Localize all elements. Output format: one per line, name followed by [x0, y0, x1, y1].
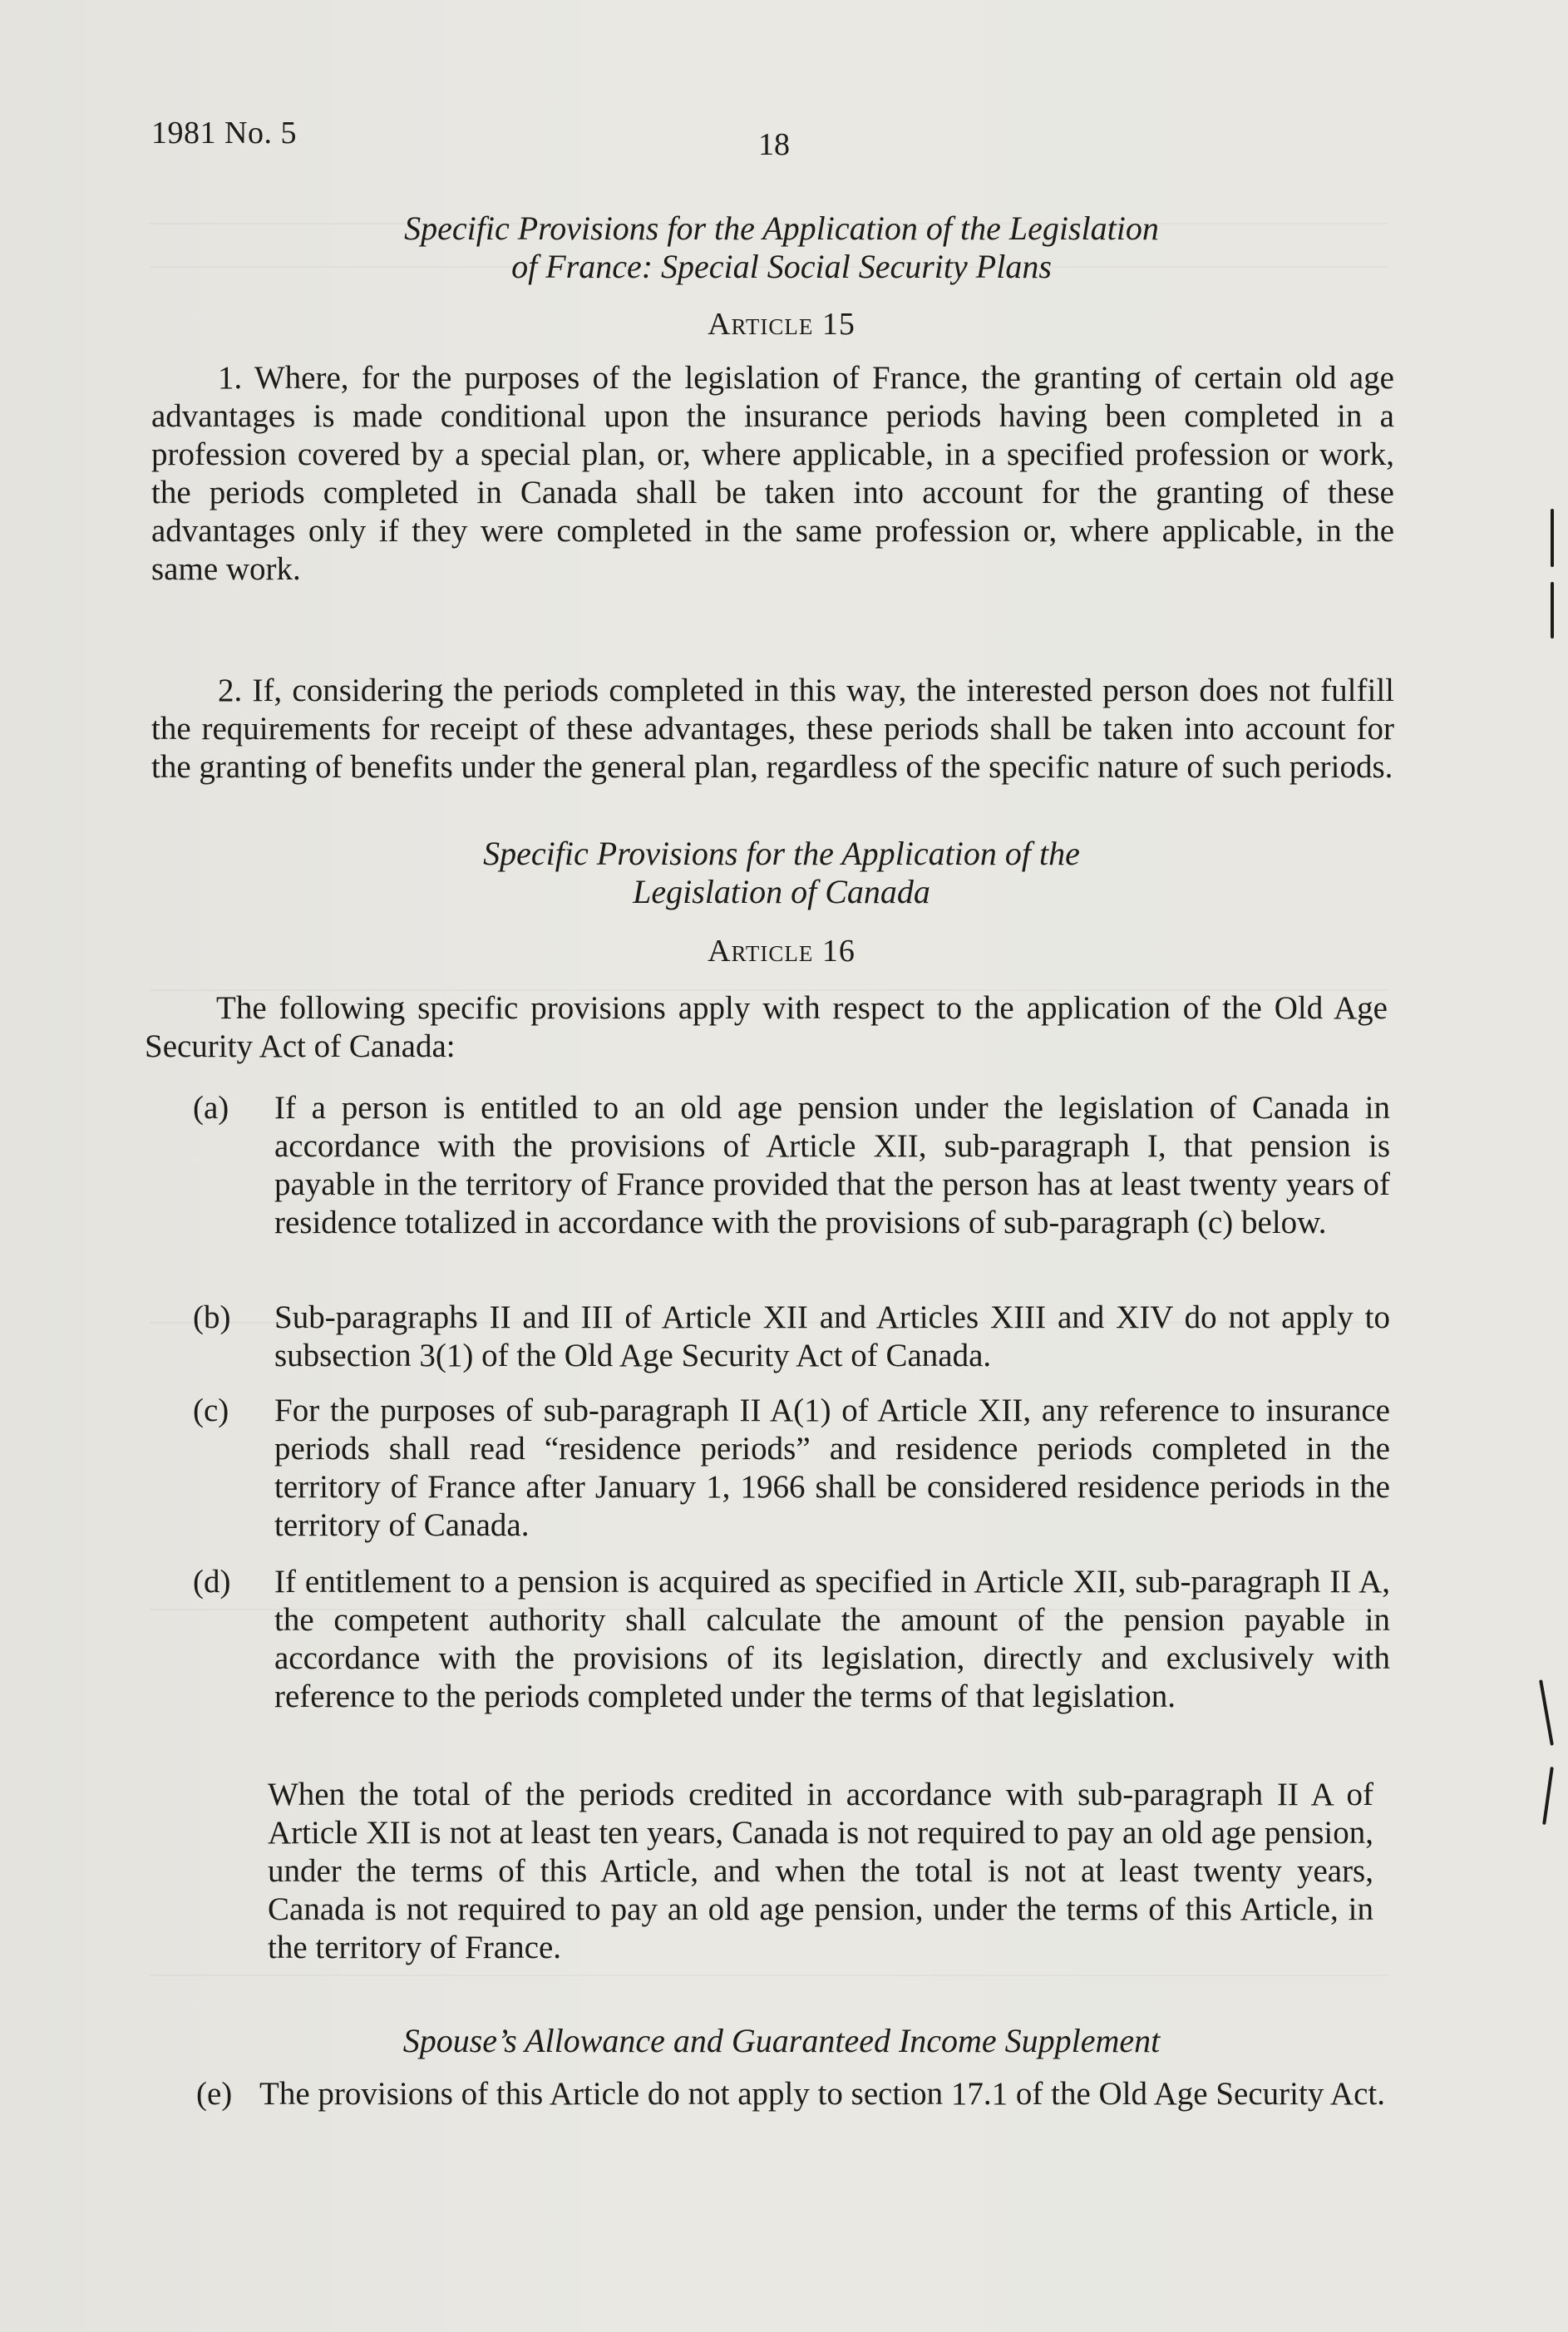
item-text: Sub-paragraphs II and III of Article XII and Articles XIII and XIV do not apply to subsection 3(1) of the Old Age Security Act of Canada.: [274, 1299, 1390, 1373]
paragraph-1: 1. Where, for the purposes of the legislation of France, the granting of certain old age advantages is made conditional upon the insurance periods having been completed in a profession covered by a special plan, or, where applicable, in a specified profession or work, the periods completed in Canada shall be taken into account for the granting of these advantages only if they were completed in the same profession or, where applicable, in the same work.: [151, 360, 1394, 587]
list-item: [193, 1299, 1390, 1375]
section-heading-france: [150, 210, 1413, 286]
margin-revision-mark: [1551, 509, 1554, 567]
margin-revision-mark: [1551, 582, 1554, 638]
section-heading-spouse-allowance: [150, 2022, 1413, 2060]
bleed-through-line: [150, 1975, 1388, 1976]
item-label: (c): [193, 1393, 229, 1428]
section-heading-canada: [150, 835, 1413, 911]
article-title: Article 15: [708, 307, 855, 342]
article-intro: The following specific provisions apply with respect to the application of the Old Age Security Act of Canada:: [145, 990, 1388, 1064]
item-continuation-text: When the total of the periods credited in accordance with sub-paragraph II A of Article XII is not at least ten years, Canada is not required to pay an old age pension, under the terms of this Article, and when the total is not at least twenty years, Canada is not required to pay an old age pension, under the terms of this Article, in the territory of France.: [268, 1777, 1373, 1965]
list-item-continuation: [268, 1776, 1373, 1967]
document-reference: 1981 No. 5: [151, 116, 297, 150]
heading-line: Specific Provisions for the Application of the Legislation: [404, 210, 1159, 247]
item-label: (e): [196, 2076, 233, 2112]
page-number: 18: [758, 127, 790, 162]
item-text: For the purposes of sub-paragraph II A(1) of Article XII, any reference to insurance periods shall read “residence periods” and residence periods completed in the territory of France after January 1, 1966 shall be considered residence periods in the territory of Canada.: [274, 1393, 1390, 1543]
heading-line: Legislation of Canada: [633, 873, 930, 910]
list-item: [193, 1563, 1390, 1716]
item-text: If entitlement to a pension is acquired as specified in Article XII, sub-paragraph II A, the competent authority shall calculate the amount of the pension payable in accordance with the provisions of its legislation, directly and exclusively with reference to the periods completed under the terms of that legislation.: [274, 1564, 1390, 1714]
heading-line: Specific Provisions for the Application of the: [483, 835, 1080, 872]
heading-line: Spouse’s Allowance and Guaranteed Income Supplement: [402, 2022, 1161, 2059]
item-text: The provisions of this Article do not apply to section 17.1 of the Old Age Security Act.: [259, 2076, 1385, 2112]
list-item: [196, 2075, 1393, 2113]
heading-line: of France: Special Social Security Plans: [511, 248, 1052, 285]
article-title: Article 16: [708, 934, 855, 969]
paragraph-2: 2. If, considering the periods completed in this way, the interested person does not fulfill the requirements for receipt of these advantages, these periods shall be taken into account for the granting of benefits under the general plan, regardless of the specific nature of such periods.: [151, 673, 1394, 785]
item-text: If a person is entitled to an old age pension under the legislation of Canada in accordance with the provisions of Article XII, sub-paragraph I, that pension is payable in the territory of France provided that the person has at least twenty years of residence totalized in accordance with the provisions of sub-paragraph (c) below.: [274, 1090, 1390, 1240]
list-item: [193, 1089, 1390, 1242]
margin-revision-mark: [1542, 1767, 1554, 1825]
item-label: (d): [193, 1564, 231, 1600]
list-item: [193, 1392, 1390, 1545]
item-label: (a): [193, 1090, 229, 1126]
item-label: (b): [193, 1299, 231, 1335]
margin-revision-mark: [1539, 1679, 1554, 1745]
